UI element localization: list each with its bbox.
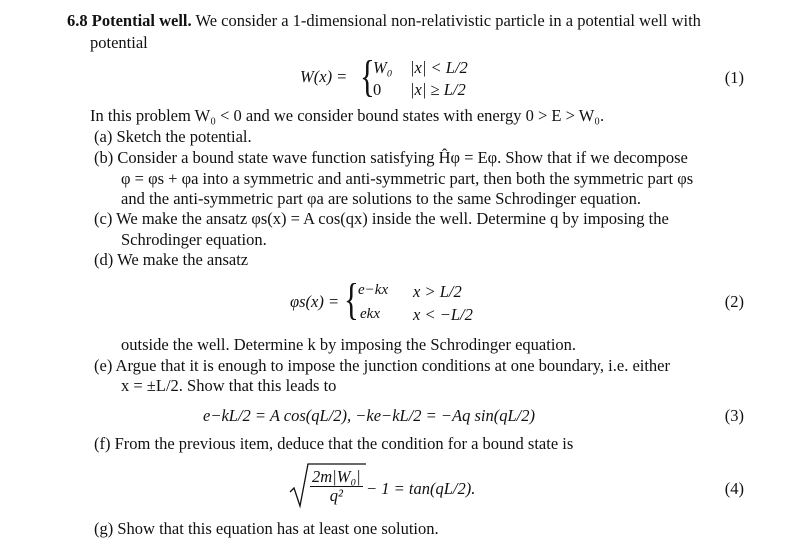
problem-header: [67, 11, 701, 31]
eq2-lhs: φs(x) =: [290, 292, 340, 311]
eq3-number: (3): [724, 406, 744, 425]
eq1-brace: {: [360, 52, 375, 101]
eq1-case2-condition: |x| ≥ L/2: [410, 80, 466, 99]
intro-line-1: We consider a 1-dimensional non-relativistic particle in a potential well with: [195, 11, 701, 30]
intro-line-2: potential: [90, 33, 148, 52]
eq1-case1-condition: |x| < L/2: [410, 58, 468, 77]
eq1-number: (1): [724, 68, 744, 87]
eq4-numerator: 2m|W₀|: [312, 467, 361, 486]
eq1-lhs: W(x) =: [300, 67, 348, 86]
item-a: (a) Sketch the potential.: [94, 127, 252, 146]
eq4-number: (4): [724, 479, 744, 498]
item-g-line-1: (g) Show that this equation has at least one solution.: [94, 519, 439, 538]
problem-title: Potential well.: [91, 11, 192, 30]
eq2-case1-value: e−kx: [358, 282, 389, 298]
item-f-line-1: (f) From the previous item, deduce that the condition for a bound state is: [94, 434, 574, 453]
problem-number: 6.8: [67, 11, 88, 30]
item-e-line-1: (e) Argue that it is enough to impose the junction conditions at one boundary, i.e. either: [94, 356, 671, 375]
item-b-line-2: φ = φs + φa into a symmetric and anti-symmetric part, then both the symmetric part φs: [121, 169, 694, 188]
item-c-line-2: Schrodinger equation.: [121, 230, 267, 249]
item-d-line-1: (d) We make the ansatz: [94, 250, 249, 269]
item-e-line-2: x = ±L/2. Show that this leads to: [121, 376, 337, 395]
context-line: In this problem W₀ < 0 and we consider bound states with energy 0 > E > W₀.: [90, 106, 605, 125]
eq2-case2-value: ekx: [360, 306, 380, 322]
eq1-case1-value: W₀: [373, 58, 393, 77]
eq2-number: (2): [724, 292, 744, 311]
item-c-line-1: (c) We make the ansatz φs(x) = A cos(qx) inside the well. Determine q by imposing the: [94, 209, 669, 228]
eq4-rest: − 1 = tan(qL/2).: [366, 479, 476, 498]
eq4-fraction: [310, 468, 363, 505]
eq2-case2-condition: x < −L/2: [413, 305, 473, 324]
item-d-line-2: outside the well. Determine k by imposing the Schrodinger equation.: [121, 335, 577, 354]
item-b-line-1: (b) Consider a bound state wave function satisfying Ĥφ = Eφ. Show that if we decompose: [94, 148, 688, 167]
eq4-denominator: q²: [329, 486, 343, 505]
eq3-text: e−kL/2 = A cos(qL/2), −ke−kL/2 = −Aq sin(qL/2): [203, 406, 536, 425]
eq2-case1-condition: x > L/2: [413, 282, 462, 301]
eq2-brace: {: [344, 275, 359, 324]
item-b-line-3: and the anti-symmetric part φa are solutions to the same Schrodinger equation.: [121, 189, 641, 208]
eq1-case2-value: 0: [373, 80, 382, 99]
